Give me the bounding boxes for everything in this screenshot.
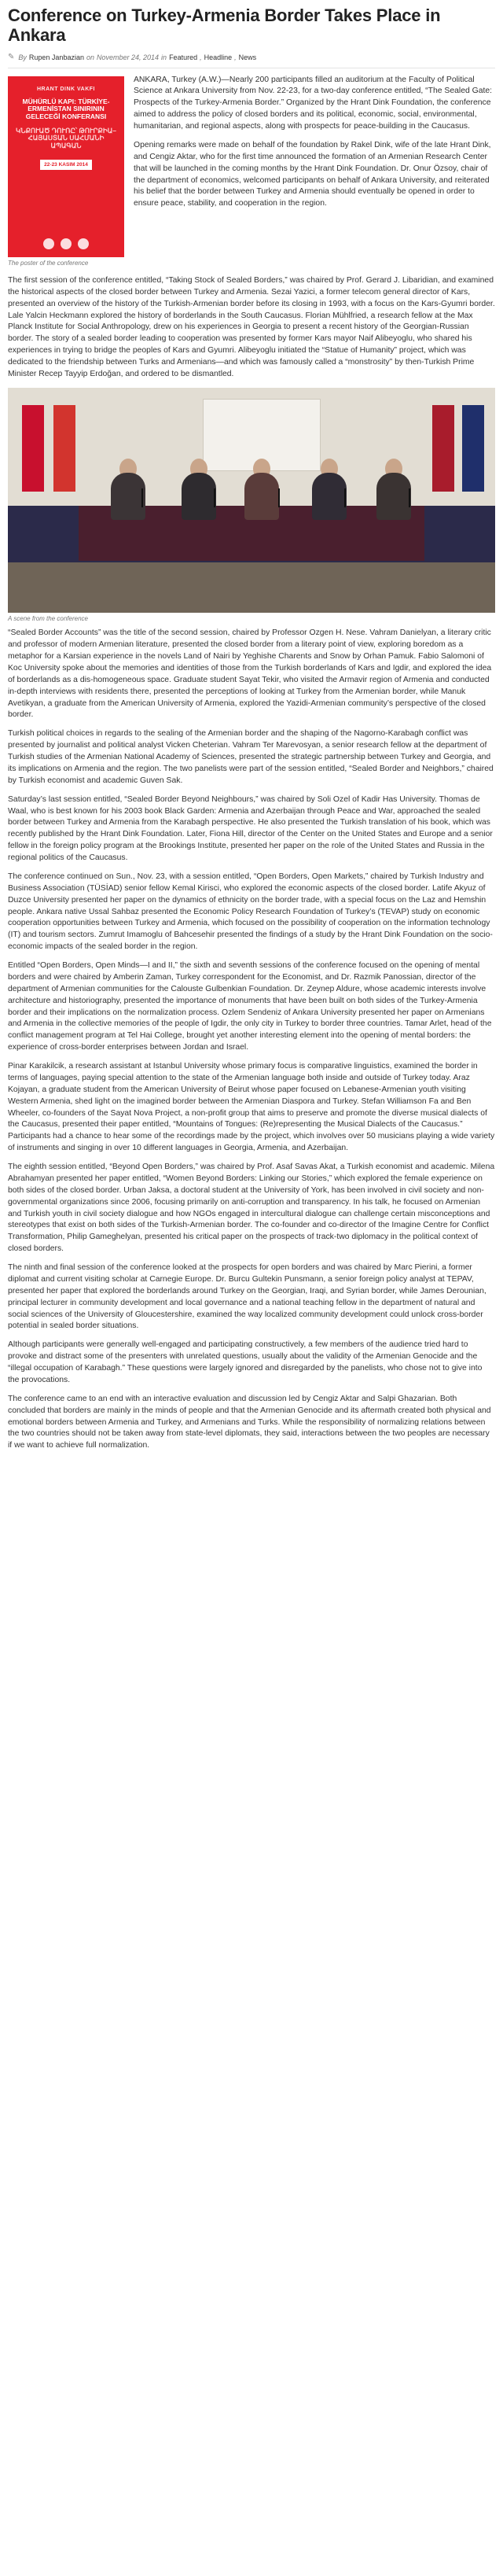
pencil-icon: ✎ [8, 53, 15, 62]
paragraph: Pinar Karakilcik, a research assistant at Istanbul University whose primary focus is comparative linguistics, examined the border in terms of languages, paying special attention to the state of the Armenian language both inside and outside of Turkey today. Araz Kojayan, a graduate student from the American University of Beirut whose paper focused on Lebanese-Armenian youth visiting Western Armenia, shed light on the imagined border between the Armenian Diaspora and Turkey. Stefan Williamson Fa and Ben Wheeler, co-founders of the Sayat Nova Project, a non-profit group that aims to preserve and promote the diverse musical dialects of the Caucasus, presented their paper entitled, “Mountains of Tongues: (Re)representing the Musical Dialects of the Caucasus.” Participants had a chance to hear some of the recordings made by the project, which involves over 50 musicians playing a wide variety of instruments and singing in over 10 different languages in Georgia, Armenia, and Azerbaijan. [8, 1062, 495, 1153]
meta-comma: , [234, 53, 237, 61]
microphone [344, 488, 346, 507]
meta-on: on [86, 53, 94, 61]
intro-section [8, 75, 495, 271]
author-link[interactable]: Rupen Janbazian [28, 53, 84, 61]
person [312, 473, 347, 520]
person [244, 473, 279, 520]
microphone [409, 488, 410, 507]
paragraph: “Sealed Border Accounts” was the title of the second session, chaired by Professor Ozgen H. Nese. Vahram Danielyan, a literary critic and professor of modern Armenian literature, presented the closed border from a literary point of view, exploring boredom as a metaphor for a Karsian experience in the novels Land of Nairi by Yeghishe Charents and Snow by Orhan Pamuk. Fabio Salomoni of Koc University spoke about the memories and identities of those from the Turkish borderlands of Kars and Igdir, and explored the idea of borderlands as a dis-homogeneous space. Graduate student Sayat Tekir, who visited the Armavir region of Armenia and conducted in-depth interviews with residents there, presented the perceptions of looking at Turkey from the Armenian border, while Manuk Avetikyan, a graduate from the American University of Armenia, explored the Yazidi-Armenian community’s perspective of the closed border. [8, 628, 492, 720]
flag [22, 405, 44, 492]
microphone [141, 488, 143, 507]
paragraph: The first session of the conference entitled, “Taking Stock of Sealed Borders,” was chaired by Prof. Gerard J. Libaridian, and examined the historical aspects of the closed border between Turkey and Armenia. Sezai Yazici, a former telecom general director of Kars, presented an overview of the history of the Turkish-Armenian border before its closing in 1993, with a focus on the Kars-Gyumri border. Lale Yalcin Heckmann explored the history of borderlands in the South Caucasus. Florian Mühlfried, a research fellow at the Max Planck Institute for Social Anthropology, drew on his experiences in Georgia to present a recent history of the Georgian-Russian border. The story of a sealed border leading to cooperation was presented by former Kars mayor Naif Alibeyoglu, who shared his experiences in trying to bridge the peoples of Kars and Gyumri. Alibeyoglu initiated the “Statue of Humanity” project, which was dedicated to the friendship between Turks and Armenians—and which was famously called a “monstrosity” by then-Turkish Prime Minister Recep Tayyip Erdoğan, and ordered to be dismantled. [8, 275, 495, 378]
meta-comma: , [200, 53, 202, 61]
poster-logos [8, 238, 124, 249]
meta-by: By [18, 53, 27, 61]
paragraph: The conference continued on Sun., Nov. 23, with a session entitled, “Open Borders, Open Markets,” chaired by Turkish Industry and Business Association (TÜSİAD) senior fellow Kemal Kirisci, who explored the economic aspects of the closed border. Latife Akyuz of Duzce University presented her paper on the dynamics of ethnicity on the border trade, with a special focus on the Laz and Hemshin people. Ankara native Ussal Sahbaz presented the Economic Policy Research Foundation of Turkey’s (TEVAP) study on economic cooperation opportunities between Turkey and Armenia, which focused on the possibility of cooperation on the information technology (IT) and tourism sectors. Zumrut Imamoglu of Bahcesehir presented the findings of a study by the Hrant Dink Foundation on the socio-economic impacts of the sealed border in the region. [8, 872, 493, 952]
paragraph: The ninth and final session of the conference looked at the prospects for open borders and was chaired by Marc Pierini, a former diplomat and current visiting scholar at Carnegie Europe. Dr. Burcu Gultekin Punsmann, a senior foreign policy analyst at TEPAV, presented her paper that explored the borderlands around Turkey on the Georgian, Iraqi, and Syrian border, while James Derounian, principal lecturer in community development and local governance and a national teaching fellow in the department of natural and social sciences of the University of Gloucestershire, examined the way localized community development could unlock cross-border potential in sealed border situations. [8, 1263, 486, 1331]
category-link-news[interactable]: News [238, 53, 257, 61]
conference-poster-image [8, 76, 124, 257]
poster-date: 22-23 KASIM 2014 [40, 160, 92, 170]
paragraph: Entitled “Open Borders, Open Minds—I and II,” the sixth and seventh sessions of the conference focused on the opening of mental borders and were chaired by Amberin Zaman, Turkey correspondent for the Economist, and Dr. Razmik Panossian, director of the department of Armenian communities for the Calouste Gulbenkian Foundation. Dr. Zeynep Aldure, whose academic interests involve architecture and historiography, presented the importance of monuments that have been built on both sides of the Turkey-Armenia border and their implications on the normalization process. Ozlem Sendeniz of Ankara University presented her paper on Armenians and Armenia in the collective memories of the people of Igdir, the only city in Turkey to border three countries. Tamar Arlet, head of the conflict management program at Tel Hai College, brought yet another interesting element into the opening of mental borders: the experience of cross-border enterprises between Jordan and Israel. [8, 961, 492, 1052]
paragraph: ANKARA, Turkey (A.W.)—Nearly 200 participants filled an auditorium at the Faculty of Political Science at Ankara University from Nov. 22-23, for a two-day conference entitled, “The Sealed Gate: Prospects of the Turkey-Armenia Border.” Organized by the Hrant Dink Foundation, the conference aimed to address the policy of closed borders and its political, economic, social, environmental, humanitarian, and regional aspects, along with prospects for peace-building in the Caucasus. [134, 75, 493, 131]
person [111, 473, 145, 520]
paragraph: The eighth session entitled, “Beyond Open Borders,” was chaired by Prof. Asaf Savas Akat, a Turkish economist and academic. Milena Abrahamyan presented her paper entitled, “Women Beyond Borders: Linking our Stories,” which explored the female experience on both sides of the closed border. Urban Jaksa, a doctoral student at the University of York, has been involved in civil society and non-governmental organizations since 2006, focusing primarily on anti-corruption and transparency. In his talk, he focused on Armenian and Turkish youth in civil society dialogue and how NGOs engaged in intercultural dialogue can challenge certain misconceptions and stereotypes that exist on both sides of the Turkish-Armenian border. The co-founder and co-director of the Imagine Centre for Conflict Transformation, Philip Gameghelyan, presented his critical paper on the prospects of track-two diplomacy in the political context of closed borders. [8, 1163, 495, 1254]
person [376, 473, 411, 520]
flag [462, 405, 484, 492]
flag [53, 405, 75, 492]
logo-icon [43, 238, 54, 249]
category-link-headline[interactable]: Headline [204, 53, 233, 61]
flag [432, 405, 454, 492]
poster-org: HRANT DINK VAKFI [37, 86, 95, 92]
poster-headline: MÜHÜRLÜ KAPI: TÜRKİYE-ERMENİSTAN SINIRININ GELECEĞİ KONFERANSI [22, 97, 110, 120]
paragraph: Saturday’s last session entitled, “Sealed Border Beyond Neighbours,” was chaired by Soli Ozel of Kadir Has University. Thomas de Waal, who is best known for his 2003 book Black Garden: Armenia and Azerbaijan through Peace and War, approached the sealed border between Turkey and Armenia from the Karabagh perspective. He also presented the Turkish translation of his book, which was recently published by the Hrant Dink Foundation. Later, Fiona Hill, director of the Center on the United States and Europe and a senior fellow in the foreign policy program at the Brookings Institute, presented her paper on the role of the United States and Russia in the regional politics of the Caucasus. [8, 794, 493, 863]
poster-headline-armenian: ԿՆՔՈՒԱԾ ԴՈՒՌԸ՝ ԹՈՒՐՔԻԱ–ՀԱՅԱՍՏԱՆ ՍԱՀՄԱՆԻ ԱՊԱԳԱՆ [16, 126, 116, 149]
category-link-featured[interactable]: Featured [169, 53, 198, 61]
microphone [214, 488, 215, 507]
poster-figure [8, 76, 126, 267]
publish-date: November 24, 2014 [96, 53, 160, 61]
article-meta [8, 50, 495, 68]
photo-caption: A scene from the conference [8, 614, 88, 622]
photo-floor [8, 562, 495, 613]
photo-figure [8, 388, 495, 623]
logo-icon [61, 238, 72, 249]
conference-photo [8, 388, 495, 613]
person [182, 473, 216, 520]
microphone [278, 488, 280, 507]
paragraph: Opening remarks were made on behalf of the foundation by Rakel Dink, wife of the late Hrant Dink, and Cengiz Aktar, who for the first time announced the formation of an Armenian Research Center that will be launched in the coming months by the Hrant Dink Foundation. Dr. Onur Özsoy, chair of the department of economics, welcomed participants on behalf of Ankara University, and reiterated his belief that the border between Turkey and Armenia should eventually be opened in order to ensure peace, stability, and cooperation in the region. [134, 140, 491, 208]
paragraph: The conference came to an end with an interactive evaluation and discussion led by Cengiz Aktar and Salpi Ghazarian. Both concluded that borders are mainly in the minds of people and that the Armenian Genocide and its aftermath created both physical and emotional borders between Armenia and Turkey, and Armenians and Turks. While the responsibility of normalizing relations between the two countries should not be taken away from state-level diplomats, they said, interactions between the two peoples are necessary if we want to achieve full normalization. [8, 1394, 491, 1450]
paragraph: Turkish political choices in regards to the sealing of the Armenian border and the shaping of the Nagorno-Karabagh conflict was presented by journalist and political analyst Vicken Cheterian. Vahram Ter Marevosyan, a senior research fellow at the department of Turkish studies of the Armenian National Academy of Sciences, presented the strategic partnership between Turkey and Georgia, and its implications on Armenia and the region. The two panelists were part of the session entitled, “Sealed Border and Neighbors,” chaired by Turkish economist and academic Guven Sak. [8, 729, 494, 785]
meta-in: in [161, 53, 167, 61]
poster-caption: The poster of the conference [8, 259, 89, 267]
paragraph: Although participants were generally well-engaged and participating constructively, a few members of the audience tried hard to provoke and distract some of the presenters with unrelated questions, usually about the validity of the Armenian Genocide and the “illegal occupation of Karabagh.” These questions were largely ignored and disregarded by the panelists, who chose not to give into the provocations. [8, 1340, 483, 1384]
logo-icon [78, 238, 89, 249]
article-title: Conference on Turkey-Armenia Border Takes Place in Ankara [8, 6, 441, 45]
